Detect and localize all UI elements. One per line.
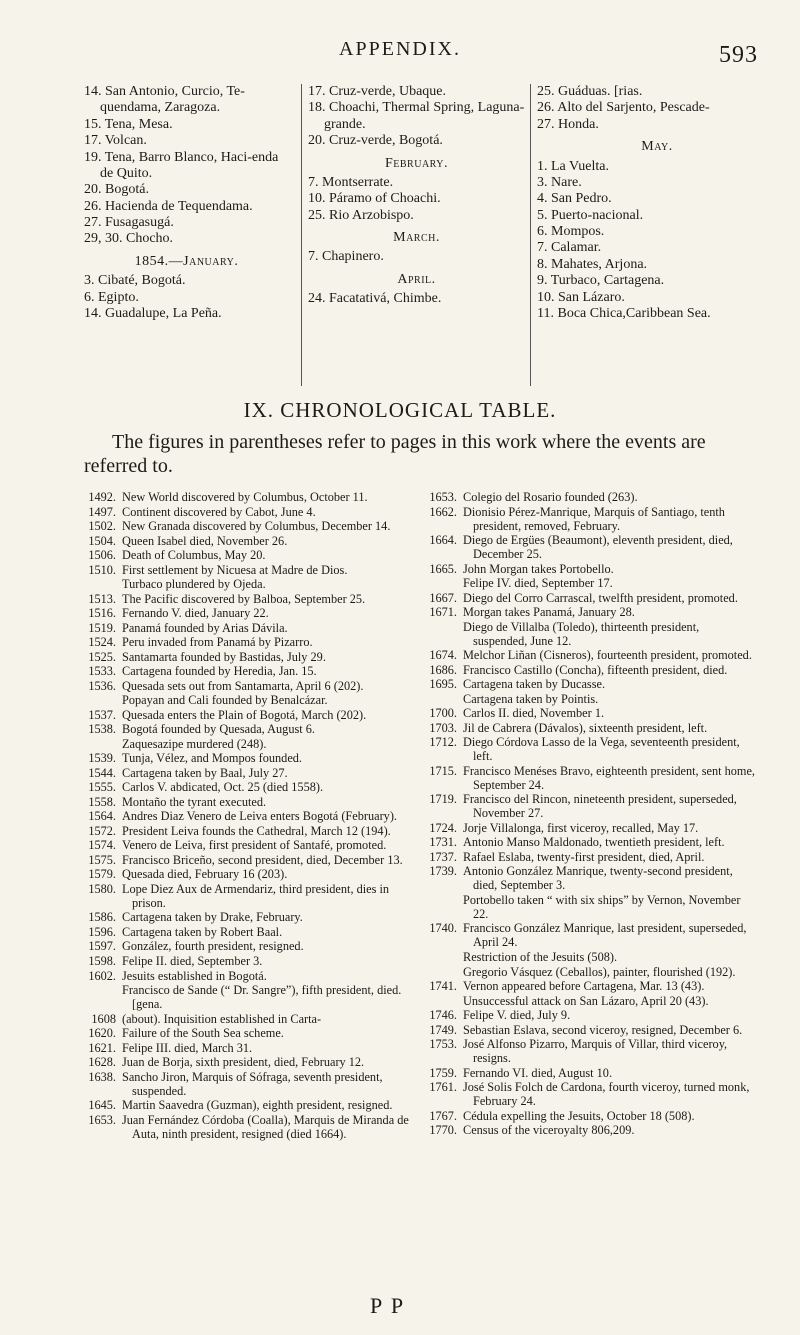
chronology-event: John Morgan takes Portobello.: [463, 561, 614, 576]
itinerary-column-1: [84, 84, 289, 322]
chronology-entry: [425, 1080, 755, 1108]
chronology-entry: [84, 751, 414, 765]
chronology-year: 1737.: [429, 849, 457, 864]
chronology-event: Quesada enters the Plain of Bogotá, March (202).: [122, 707, 367, 722]
chronology-entry: [425, 1123, 755, 1137]
itinerary-columns: [84, 84, 754, 384]
chronology-year: 1671.: [429, 605, 457, 620]
month-heading: February.: [384, 155, 449, 171]
chronology-event: Antonio González Manrique, twenty-second president, died, September 3.: [463, 864, 733, 893]
chronology-year: 1525.: [88, 649, 116, 664]
itinerary-entry: 17. Cruz-verde, Ubaque.: [308, 84, 447, 99]
chronology-entry: [84, 795, 414, 809]
chronology-event: President Leiva founds the Cathedral, March 12 (194).: [122, 823, 391, 838]
chronology-entry: [84, 809, 414, 823]
chronology-event: Quesada died, February 16 (203).: [122, 867, 288, 882]
chronology-year: 1564.: [88, 809, 116, 824]
chronology-event: Francisco del Rincon, nineteenth president, superseded, November 27.: [463, 792, 737, 821]
itinerary-entry: 9. Turbaco, Cartagena.: [537, 273, 665, 289]
chronology-event: Dionisio Pérez-Manrique, Marquis of Santiago, tenth president, removed, February.: [463, 504, 725, 533]
chronology-year: 1536.: [88, 678, 116, 693]
chronology-event: Francisco Menéses Bravo, eighteenth president, sent home, September 24.: [463, 763, 755, 792]
itinerary-column-3: [530, 84, 777, 386]
chronology-entry: [425, 821, 755, 835]
section-intro: The figures in parentheses refer to pages in this work where the events are referred to.: [84, 431, 706, 477]
chronology-year: [425, 893, 463, 921]
chronology-entry: [84, 664, 414, 678]
chronology-event: Census of the viceroyalty 806,209.: [463, 1123, 635, 1138]
chronology-entry: [425, 893, 755, 921]
chronology-year: 1596.: [88, 924, 116, 939]
chronology-event: Cartagena taken by Drake, February.: [122, 910, 303, 925]
chronology-year: 1621.: [88, 1040, 116, 1055]
chronology-event: Failure of the South Sea scheme.: [122, 1026, 284, 1041]
chronology-entry: [84, 505, 414, 519]
chronology-event: Cartagena taken by Robert Baal.: [122, 924, 283, 939]
itinerary-entry: 26. Hacienda de Tequendama.: [84, 198, 253, 214]
chronology-entry: [425, 792, 755, 820]
section-title: IX. CHRONOLOGICAL TABLE.: [243, 398, 557, 422]
chronology-year: 1597.: [88, 939, 116, 954]
chronology-event: Diego del Corro Carrascal, twelfth president, promoted.: [463, 590, 738, 605]
chronology-year: 1544.: [88, 765, 116, 780]
chronology-left-column: [84, 490, 414, 1141]
chronology-year: 1770.: [429, 1123, 457, 1138]
chronology-entry: [84, 969, 414, 983]
chronology-event: Diego de Villalba (Toledo), thirteenth president, suspended, June 12.: [463, 619, 700, 648]
itinerary-entry: 3. Nare.: [537, 174, 582, 190]
chronology-event: Bogotá founded by Quesada, August 6.: [122, 722, 315, 737]
chronology-year: 1510.: [88, 562, 116, 577]
chronology-entry: [84, 939, 414, 953]
chronology-year: [84, 737, 122, 751]
chronology-event: Felipe II. died, September 3.: [122, 954, 263, 968]
itinerary-entry: 6. Egipto.: [84, 289, 139, 305]
chronology-year: 1513.: [88, 591, 116, 606]
itinerary-column-2: [301, 84, 525, 386]
chronology-entry: [425, 648, 755, 662]
chronology-entry: [84, 1012, 414, 1026]
chronology-year: [425, 692, 463, 706]
chronology-entry: [84, 563, 414, 577]
chronology-entry: [84, 853, 414, 867]
chronology-entry: [425, 562, 755, 576]
chronology-event: Carlos II. died, November 1.: [463, 706, 605, 721]
chronology-event: Fernando V. died, January 22.: [122, 606, 269, 621]
chronology-entry: [84, 910, 414, 924]
chronology-entry: [425, 533, 755, 561]
chronology-year: 1580.: [88, 881, 116, 896]
chronology-year: [84, 983, 122, 1011]
chronology-entry: [425, 1066, 755, 1080]
chronology-year: 1761.: [429, 1080, 457, 1095]
chronology-event: Melchor Liñan (Cisneros), fourteenth president, promoted.: [463, 648, 752, 663]
chronology-year: 1700.: [429, 706, 457, 721]
chronology-event: New Granada discovered by Columbus, December 14.: [122, 519, 391, 534]
chronology-year: 1579.: [88, 867, 116, 882]
itinerary-entry: 11. Boca Chica,Caribbean Sea.: [537, 305, 711, 321]
chronology-event: Morgan takes Panamá, January 28.: [463, 605, 635, 620]
chronology-year: [425, 950, 463, 964]
chronology-year: 1731.: [429, 835, 457, 850]
chronology-entry: [425, 835, 755, 849]
chronology-year: 1574.: [88, 838, 116, 853]
itinerary-entry: 7. Chapinero.: [308, 249, 384, 265]
chronology-event: Tunja, Vélez, and Mompos founded.: [122, 751, 302, 766]
chronology-year: 1749.: [429, 1022, 457, 1037]
chronology-event: Rafael Eslaba, twenty-first president, died, April.: [463, 849, 705, 864]
chronology-entry: [425, 576, 755, 590]
chronology-entry: [425, 677, 755, 691]
itinerary-entry: 5. Puerto-nacional.: [537, 207, 644, 223]
chronology-event: José Solis Folch de Cardona, fourth viceroy, turned monk, February 24.: [463, 1080, 750, 1109]
chronology-event: Jil de Cabrera (Dávalos), sixteenth president, left.: [463, 720, 708, 735]
chronology-year: 1712.: [429, 735, 457, 750]
chronology-year: 1504.: [88, 533, 116, 548]
chronology-year: 1695.: [429, 677, 457, 692]
chronology-event: Martin Saavedra (Guzman), eighth president, resigned.: [122, 1098, 393, 1113]
chronology-entry: [84, 838, 414, 852]
chronology-year: 1537.: [88, 707, 116, 722]
chronology-year: 1653.: [429, 490, 457, 504]
chronology-year: 1572.: [88, 823, 116, 838]
chronology-year: 1759.: [429, 1065, 457, 1080]
chronology-entry: [84, 954, 414, 968]
chronology-entry: [425, 965, 755, 979]
chronology-year: [84, 693, 122, 707]
chronology-entry: [84, 1026, 414, 1040]
chronology-year: 1555.: [88, 780, 116, 795]
chronology-event: Felipe V. died, July 9.: [463, 1008, 571, 1023]
chronology-event: Death of Columbus, May 20.: [122, 548, 266, 563]
chronology-entry: [425, 994, 755, 1008]
month-heading: May.: [641, 139, 673, 155]
chronology-year: 1674.: [429, 648, 457, 663]
chronology-event: González, fourth president, resigned.: [122, 939, 304, 954]
chronology-entry: [84, 983, 414, 1011]
chronology-entry: [84, 1041, 414, 1055]
chronology-entry: [84, 925, 414, 939]
chronology-event: The Pacific discovered by Balboa, September 25.: [122, 591, 366, 606]
chronology-entry: [84, 693, 414, 707]
chronology-year: 1539.: [88, 751, 116, 766]
chronology-year: 1664.: [429, 533, 457, 548]
itinerary-entry: 27. Fusagasugá.: [84, 215, 174, 230]
chronology-event: Juan Fernández Córdoba (Coalla), Marquis de Miranda de Auta, ninth president, resigned (died 1664).: [122, 1112, 409, 1141]
chronology-event: Francisco de Sande (“ Dr. Sangre”), fifth president, died. [gena.: [122, 983, 402, 1012]
itinerary-entry: 20. Bogotá.: [84, 182, 149, 198]
itinerary-entry: 24. Facatativá, Chimbe.: [308, 291, 442, 307]
chronology-entry: [84, 519, 414, 533]
chronology-entry: [84, 867, 414, 881]
chronology-year: 1628.: [88, 1055, 116, 1070]
chronology-year: 1502.: [88, 519, 116, 534]
itinerary-entry: 19. Tena, Barro Blanco, Haci-enda de Quito.: [84, 149, 279, 181]
page-number: 593: [719, 42, 758, 68]
chronology-entry: [84, 780, 414, 794]
chronology-year: 1533.: [88, 664, 116, 679]
chronology-event: Santamarta founded by Bastidas, July 29.: [122, 649, 326, 664]
itinerary-entry: 17. Volcan.: [84, 133, 147, 149]
chronology-event: Antonio Manso Maldonado, twentieth president, left.: [463, 835, 725, 850]
chronology-entry: [425, 490, 755, 504]
chronology-entry: [425, 605, 755, 619]
chronology-event: Continent discovered by Cabot, June 4.: [122, 504, 316, 519]
chronology-event: Peru invaded from Panamá by Pizarro.: [122, 635, 313, 650]
chronology-year: [425, 576, 463, 590]
chronology-event: Jesuits established in Bogotá.: [122, 968, 267, 983]
chronology-entry: [425, 979, 755, 993]
chronology-entry: [84, 1098, 414, 1112]
month-heading: April.: [397, 271, 436, 287]
chronology-entry: [84, 882, 414, 910]
chronology-event: Popayan and Cali founded by Benalcázar.: [122, 693, 328, 708]
chronology-year: [425, 965, 463, 979]
chronology-entry: [84, 737, 414, 751]
chronology-event: Queen Isabel died, November 26.: [122, 533, 288, 548]
chronology-year: 1740.: [429, 921, 457, 936]
chronology-year: 1739.: [429, 864, 457, 879]
chronology-entry: [425, 663, 755, 677]
chronology-year: 1662.: [429, 504, 457, 519]
chronology-entry: [425, 864, 755, 892]
chronology-year: 1519.: [88, 620, 116, 635]
chronology-year: 1492.: [88, 490, 116, 504]
chronology-event: Lope Diez Aux de Armendariz, third president, dies in prison.: [122, 881, 390, 910]
chronology-year: 1497.: [88, 504, 116, 519]
chronology-event: Venero de Leiva, first president of Santafé, promoted.: [122, 838, 387, 853]
chronology-event: Diego Córdova Lasso de la Vega, seventeenth president, left.: [463, 735, 740, 764]
chronology-event: Francisco González Manrique, last president, superseded, April 24.: [463, 921, 747, 950]
itinerary-entry: 8. Mahates, Arjona.: [537, 256, 648, 272]
chronology-entry: [425, 620, 755, 648]
chronology-year: [84, 577, 122, 591]
chronology-entry: [84, 490, 414, 504]
chronology-year: 1506.: [88, 548, 116, 563]
itinerary-entry: 25. Rio Arzobispo.: [308, 207, 414, 223]
chronology-entry: [84, 534, 414, 548]
itinerary-entry: 29, 30. Chocho.: [84, 231, 174, 247]
month-heading: 1854.—January.: [134, 253, 239, 269]
chronology-entry: [84, 592, 414, 606]
chronology-event: Sancho Jiron, Marquis of Sófraga, seventh president, suspended.: [122, 1069, 383, 1098]
chronology-year: 1746.: [429, 1008, 457, 1023]
chronology-event: Zaquesazipe murdered (248).: [122, 736, 267, 751]
chronology-event: Francisco Briceño, second president, died, December 13.: [122, 852, 403, 867]
chronology-entry: [425, 850, 755, 864]
chronology-year: 1686.: [429, 662, 457, 677]
chronology-event: New World discovered by Columbus, October 11.: [122, 490, 368, 504]
chronology-event: (about). Inquisition established in Carta-: [122, 1011, 322, 1026]
chronology-entry: [425, 591, 755, 605]
chronology-event: Vernon appeared before Cartagena, Mar. 13 (43).: [463, 979, 705, 994]
chronology-event: Panamá founded by Arias Dávila.: [122, 620, 288, 635]
chronology-entry: [425, 735, 755, 763]
itinerary-entry: 26. Alto del Sarjento, Pescade-: [537, 100, 710, 116]
chronology-event: Montaño the tyrant executed.: [122, 794, 267, 809]
chronology-entry: [425, 1023, 755, 1037]
chronology-right-column: [425, 490, 755, 1138]
chronology-entry: [84, 577, 414, 591]
chronology-event: Portobello taken “ with six ships” by Vernon, November 22.: [463, 892, 741, 921]
itinerary-entry: 7. Calamar.: [537, 240, 602, 256]
chronology-event: Restriction of the Jesuits (508).: [463, 950, 618, 964]
itinerary-entry: 6. Mompos.: [537, 224, 605, 239]
chronology-entry: [84, 1055, 414, 1069]
chronology-event: Cartagena taken by Pointis.: [463, 691, 599, 706]
chronology-year: 1653.: [88, 1112, 116, 1127]
chronology-entry: [84, 708, 414, 722]
chronology-event: Turbaco plundered by Ojeda.: [122, 577, 266, 592]
chronology-year: 1719.: [429, 792, 457, 807]
chronology-year: 1516.: [88, 606, 116, 621]
chronology-event: Fernando VI. died, August 10.: [463, 1065, 613, 1080]
chronology-entry: [84, 650, 414, 664]
chronology-event: Juan de Borja, sixth president, died, February 12.: [122, 1055, 365, 1070]
chronology-event: Sebastian Eslava, second viceroy, resigned, December 6.: [463, 1022, 743, 1037]
chronology-entry: [84, 679, 414, 693]
chronology-event: First settlement by Nicuesa at Madre de Dios.: [122, 562, 348, 577]
chronology-entry: [84, 722, 414, 736]
chronology-entry: [425, 764, 755, 792]
chronology-year: 1715.: [429, 763, 457, 778]
chronology-entry: [425, 950, 755, 964]
chronology-year: 1753.: [429, 1037, 457, 1052]
chronology-year: 1602.: [88, 968, 116, 983]
chronology-event: Felipe IV. died, September 17.: [463, 576, 613, 591]
chronology-year: 1665.: [429, 561, 457, 576]
signature-mark: P P: [370, 1293, 406, 1318]
chronology-entry: [425, 505, 755, 533]
chronology-entry: [425, 721, 755, 735]
chronology-year: 1645.: [88, 1098, 116, 1113]
chronology-year: 1638.: [88, 1069, 116, 1084]
chronology-entry: [84, 766, 414, 780]
chronology-year: 1620.: [88, 1026, 116, 1041]
chronology-year: 1724.: [429, 820, 457, 835]
chronology-entry: [84, 621, 414, 635]
chronology-event: Carlos V. abdicated, Oct. 25 (died 1558).: [122, 780, 324, 795]
chronology-event: Cartagena taken by Ducasse.: [463, 677, 606, 692]
chronology-year: 1538.: [88, 722, 116, 737]
chronology-event: Diego de Ergües (Beaumont), eleventh president, died, December 25.: [463, 533, 733, 562]
itinerary-entry: 10. Páramo of Choachi.: [308, 191, 441, 207]
chronology-event: Andres Diaz Venero de Leiva enters Bogotá (February).: [122, 809, 397, 824]
itinerary-entry: 4. San Pedro.: [537, 191, 612, 207]
month-heading: March.: [393, 230, 440, 245]
chronology-entry: [84, 824, 414, 838]
chronology-year: 1524.: [88, 635, 116, 650]
chronology-entry: [425, 1109, 755, 1123]
chronology-year: 1586.: [88, 910, 116, 925]
chronology-year: 1575.: [88, 852, 116, 867]
itinerary-entry: 10. San Lázaro.: [537, 289, 625, 305]
chronology-event: Cartagena founded by Heredia, Jan. 15.: [122, 664, 317, 679]
chronology-entry: [425, 921, 755, 949]
itinerary-entry: 15. Tena, Mesa.: [84, 116, 173, 132]
itinerary-entry: 20. Cruz-verde, Bogotá.: [308, 133, 443, 149]
chronology-year: 1741.: [429, 979, 457, 994]
itinerary-entry: 27. Honda.: [537, 116, 599, 132]
chronology-year: [425, 620, 463, 648]
chronology-year: 1667.: [429, 590, 457, 605]
chronology-entry: [84, 548, 414, 562]
itinerary-entry: 3. Cibaté, Bogotá.: [84, 273, 186, 289]
chronology-year: 1703.: [429, 720, 457, 735]
chronology-entry: [425, 1008, 755, 1022]
itinerary-entry: 14. San Antonio, Curcio, Te-quendama, Zaragoza.: [84, 84, 245, 116]
chronology-event: José Alfonso Pizarro, Marquis of Villar, third viceroy, resigns.: [463, 1037, 728, 1066]
chronology-event: Gregorio Vásquez (Ceballos), painter, flourished (192).: [463, 964, 736, 979]
chronology-event: Felipe III. died, March 31.: [122, 1040, 253, 1055]
chronology-entry: [425, 706, 755, 720]
chronology-year: [425, 994, 463, 1008]
chronology-event: Jorje Villalonga, first viceroy, recalled, May 17.: [463, 820, 699, 835]
chronology-event: Francisco Castillo (Concha), fifteenth president, died.: [463, 662, 728, 677]
chronology-event: Colegio del Rosario founded (263).: [463, 490, 638, 504]
chronology-entry: [425, 692, 755, 706]
chronology-entry: [84, 606, 414, 620]
chronology-year: 1608: [91, 1011, 116, 1026]
chronology-year: 1767.: [429, 1108, 457, 1123]
chronology-year: 1598.: [88, 954, 116, 968]
chronology-entry: [84, 635, 414, 649]
itinerary-entry: 7. Montserrate.: [308, 174, 394, 190]
chronology-entry: [84, 1070, 414, 1098]
itinerary-entry: 14. Guadalupe, La Peña.: [84, 305, 222, 321]
chronology-event: Cédula expelling the Jesuits, October 18 (508).: [463, 1108, 695, 1123]
chronology-event: Cartagena taken by Baal, July 27.: [122, 765, 288, 780]
chronology-event: Unsuccessful attack on San Lázaro, April 20 (43).: [463, 993, 709, 1008]
chronology-year: 1558.: [88, 794, 116, 809]
itinerary-entry: 25. Guáduas. [rias.: [537, 84, 643, 99]
chronology-entry: [84, 1113, 414, 1141]
running-head: APPENDIX.: [339, 38, 461, 60]
itinerary-entry: 18. Choachi, Thermal Spring, Laguna-grande.: [308, 100, 525, 132]
itinerary-entry: 1. La Vuelta.: [537, 158, 609, 174]
chronology-entry: [425, 1037, 755, 1065]
chronology-event: Quesada sets out from Santamarta, April 6 (202).: [122, 678, 364, 693]
